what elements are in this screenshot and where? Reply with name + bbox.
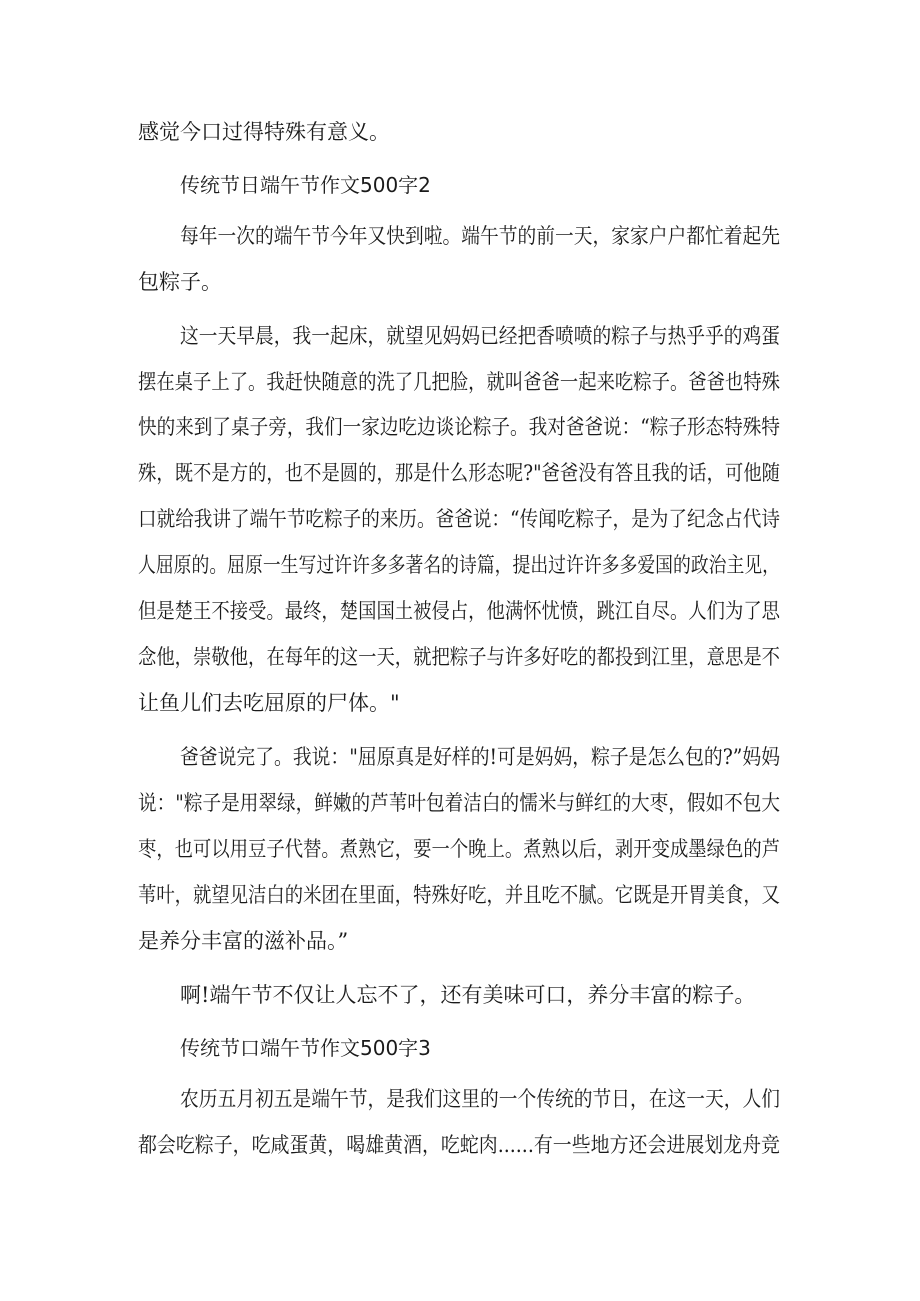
line-text: 枣，也可以用豆子代替。煮熟它，要一个晚上。煮熟以后，剥开变成墨绿色的芦 (138, 837, 781, 861)
paragraph-line (138, 412, 920, 442)
section-heading (180, 1033, 920, 1063)
heading-text: 传统节日端午节作文500字2 (180, 173, 431, 197)
line-text: 殊，既不是方的，也不是圆的，那是什么形态呢?"爸爸没有答且我的话，可他随 (138, 461, 781, 485)
paragraph-line (138, 688, 920, 718)
line-text: 苇叶，就望见洁白的米团在里面，特殊好吃，并且吃不腻。它既是开胃美食，又 (138, 883, 781, 907)
line-text: 念他，崇敬他，在每年的这一天，就把粽子与许多好吃的都投到江里，意思是不 (138, 645, 781, 669)
line-text: 快的来到了桌子旁，我们一家边吃边谈论粽子。我对爸爸说：“粽子形态特殊特 (138, 415, 780, 439)
paragraph-line (138, 458, 920, 488)
line-text: 摆在桌子上了。我赶快随意的洗了几把脸，就叫爸爸一起来吃粽子。爸爸也特殊 (138, 370, 781, 394)
line-text: 感觉今口过得特殊有意义。 (138, 120, 390, 144)
paragraph-line (138, 880, 920, 910)
paragraph-line (180, 980, 920, 1010)
section-heading (180, 170, 920, 200)
paragraph-line (180, 221, 920, 251)
paragraph-line (138, 596, 920, 626)
line-text: 爸爸说完了。我说："屈原真是好样的!可是妈妈，粽子是怎么包的?”妈妈 (180, 745, 781, 769)
line-text: 农历五月初五是端午节，是我们这里的一个传统的节日，在这一天，人们 (180, 1087, 781, 1111)
heading-text: 传统节口端午节作文500字3 (180, 1036, 431, 1060)
line-text: 这一天早晨，我一起床，就望见妈妈已经把香喷喷的粽子与热乎乎的鸡蛋 (180, 324, 781, 348)
paragraph-line (138, 550, 920, 580)
paragraph-line (138, 504, 920, 534)
paragraph-line (138, 642, 920, 672)
paragraph-line (138, 834, 920, 864)
paragraph-line (180, 742, 920, 772)
paragraph-line (138, 367, 920, 397)
line-text: 啊!端午节不仅让人忘不了，还有美味可口，养分丰富的粽子。 (180, 983, 756, 1007)
paragraph-line (138, 117, 920, 147)
line-text: 让鱼儿们去吃屈原的尸体。" (138, 691, 400, 715)
paragraph-line (138, 267, 920, 297)
paragraph-line (138, 788, 920, 818)
line-text: 说："粽子是用翠绿，鲜嫩的芦苇叶包着洁白的懦米与鲜红的大枣，假如不包大 (138, 791, 781, 815)
line-text: 但是楚王不接受。最终，楚国国土被侵占，他满怀忧愤，跳江自尽。人们为了思 (138, 599, 781, 623)
paragraph-line (138, 1130, 920, 1160)
line-text: 人屈原的。屈原一生写过许许多多著名的诗篇，提出过许许多多爱国的政治主见， (138, 553, 780, 577)
line-text: 口就给我讲了端午节吃粽子的来历。爸爸说：“传闻吃粽子，是为了纪念占代诗 (138, 507, 780, 531)
line-text: 包粽子。 (138, 270, 222, 294)
line-text: 都会吃粽子，吃咸蛋黄，喝雄黄酒，吃蛇肉......有一些地方还会进展划龙舟竞 (138, 1133, 780, 1157)
line-text: 是养分丰富的滋补品。” (138, 929, 349, 953)
paragraph-line (180, 321, 920, 351)
paragraph-line (180, 1084, 920, 1114)
line-text: 每年一次的端午节今年又快到啦。端午节的前一天，家家户户都忙着起先 (180, 224, 781, 248)
paragraph-line (138, 926, 920, 956)
